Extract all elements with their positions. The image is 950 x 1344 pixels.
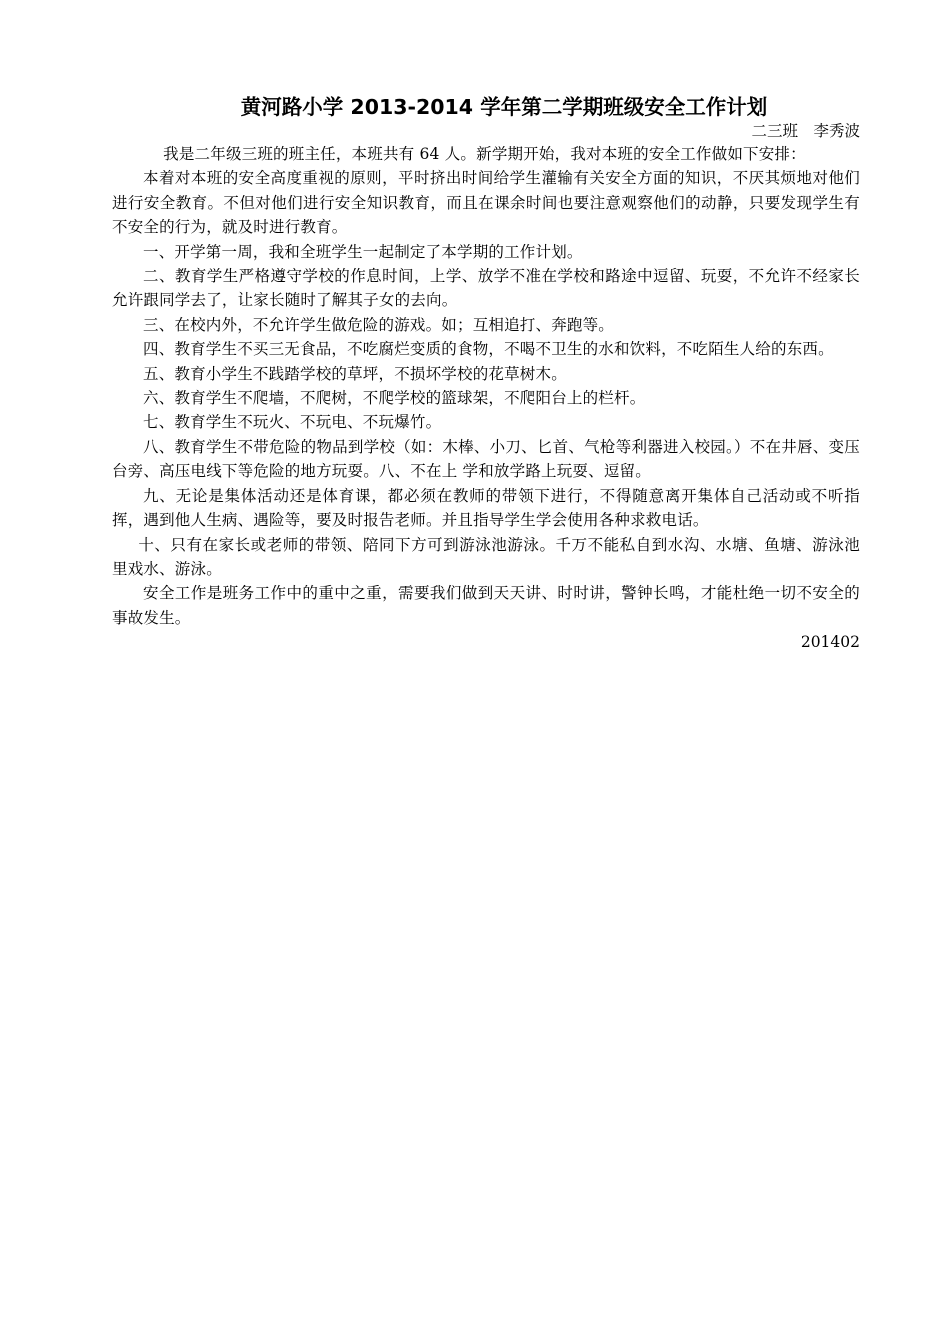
paragraph-principle: 本着对本班的安全高度重视的原则，平时挤出时间给学生灌输有关安全方面的知识，不厌其烦地对他们进行安全教育。不但对他们进行安全知识教育，而且在课余时间也要注意观察他们的动静，只要发现学生有不安全的行为，就及时进行教育。: [112, 169, 860, 237]
document-title: 黄河路小学 2013-2014 学年第二学期班级安全工作计划: [240, 95, 768, 119]
paragraph-item-9: 九、无论是集体活动还是体育课，都必须在教师的带领下进行，不得随意离开集体自己活动或不听指挥，遇到他人生病、遇险等，要及时报告老师。并且指导学生学会使用各种求救电话。: [112, 486, 860, 530]
document-page: [112, 92, 860, 654]
paragraph-item-10: 十、只有在家长或老师的带领、陪同下方可到游泳池游泳。千万不能私自到水沟、水塘、鱼塘、游泳池里戏水、游泳。: [112, 535, 860, 578]
paragraph-item-8: 八、教育学生不带危险的物品到学校（如：木棒、小刀、匕首、气枪等利器进入校园。）不在井唇、变压台旁、高压电线下等危险的地方玩耍。八、不在上 学和放学路上玩耍、逗留。: [112, 437, 860, 481]
paragraph-item-6: 六、教育学生不爬墙，不爬树，不爬学校的篮球架，不爬阳台上的栏杆。: [143, 389, 646, 408]
paragraph-item-7: 七、教育学生不玩火、不玩电、不玩爆竹。: [143, 413, 442, 432]
document-author: 二三班 李秀波: [751, 122, 860, 140]
document-date: 201402: [800, 633, 860, 652]
paragraph-conclusion: 安全工作是班务工作中的重中之重，需要我们做到天天讲、时时讲，警钟长鸣，才能杜绝一切不安全的事故发生。: [112, 584, 860, 627]
paragraph-item-4: 四、教育学生不买三无食品，不吃腐烂变质的食物，不喝不卫生的水和饮料，不吃陌生人给的东西。: [143, 340, 834, 359]
paragraph-item-1: 一、开学第一周，我和全班学生一起制定了本学期的工作计划。: [143, 242, 583, 261]
paragraph-item-5: 五、教育小学生不践踏学校的草坪，不损坏学校的花草树木。: [143, 364, 567, 383]
paragraph-intro: 我是二年级三班的班主任，本班共有 64 人。新学期开始，我对本班的安全工作做如下安排：: [163, 145, 806, 163]
paragraph-item-2: 二、教育学生严格遵守学校的作息时间，上学、放学不准在学校和路途中逗留、玩耍，不允许不经家长允许跟同学去了，让家长随时了解其子女的去向。: [112, 267, 860, 310]
paragraph-item-3: 三、在校内外，不允许学生做危险的游戏。如；互相追打、奔跑等。: [143, 315, 615, 334]
